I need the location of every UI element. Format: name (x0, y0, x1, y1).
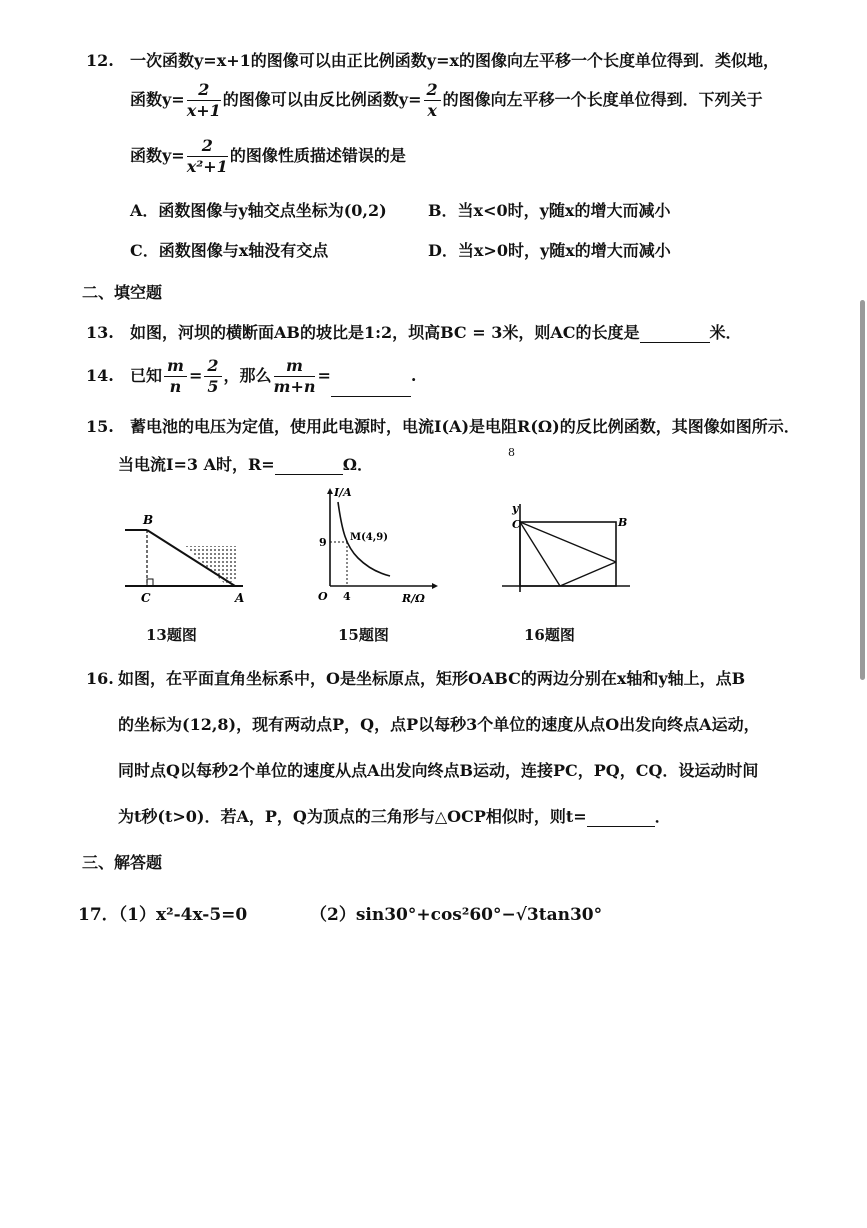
y-axis-label: I/A (334, 486, 352, 499)
fraction: $\frac{2}{5}$ (204, 356, 221, 397)
figure-13-dam (125, 508, 255, 608)
fraction: $\frac{2}{x}$ (424, 80, 441, 121)
q12-line1: 12. 一次函数y=x+1的图像可以由正比例函数y=x的图像向左平移一个长度单位得到．类似地， (86, 51, 780, 70)
q17: 17．（1）x²-4x-5=0 (78, 905, 248, 925)
caption-15: 15题图 (338, 626, 389, 644)
answer-blank (587, 807, 655, 827)
answer-blank (640, 323, 710, 343)
q16-line4: 为t秒(t>0)．若A，P，Q为顶点的三角形与△OCP相似时，则t= ． (118, 807, 671, 826)
answer-blank (275, 455, 343, 475)
x-axis-label: R/Ω (402, 592, 425, 605)
caption-16: 16题图 (524, 626, 575, 644)
fraction: $\frac{m}{n}$ (164, 356, 187, 397)
fraction: $\frac{2}{\text{x²+1}}$ (186, 136, 228, 176)
fraction: $\frac{2}{x+1}$ (186, 80, 221, 120)
q16-line3: 同时点Q以每秒2个单位的速度从点A出发向终点B运动，连接PC，PQ，CQ．设运动时间 (118, 761, 759, 780)
tick-y-9: 9 (319, 536, 327, 549)
caption-13: 13题图 (146, 626, 197, 644)
water-region (185, 546, 237, 584)
label-c: C (141, 591, 151, 605)
q12-line3: 函数y= $\frac{2}{\text{x²+1}}$ 的图像性质描述错误的是 (130, 136, 406, 176)
q12-option-d: D．当x>0时，y随x的增大而减小 (428, 241, 671, 260)
figure-16-rectangle (502, 500, 632, 595)
rectangle-oabc (520, 522, 616, 586)
q12-option-c: C．函数图像与x轴没有交点 (130, 241, 329, 260)
label-b: B (618, 516, 628, 529)
label-c: C (512, 518, 521, 531)
q16-line1: 16. 如图，在平面直角坐标系中，O是坐标原点，矩形OABC的两边分别在x轴和y轴上，点B (86, 669, 746, 688)
q13: 13. 如图，河坝的横断面AB的坡比是1:2，坝高BC = 3米，则AC的长度是 米． (86, 323, 742, 342)
vertical-scrollbar[interactable] (860, 300, 865, 680)
q17-part2: （2）sin30°+cos²60°−√3tan30° (310, 905, 603, 925)
q17-part1: （1）x²-4x-5=0 (118, 905, 248, 925)
answer-blank (331, 377, 411, 397)
q12-option-b: B．当x<0时，y随x的增大而减小 (428, 201, 671, 220)
q12-option-a: A．函数图像与y轴交点坐标为(0,2) (130, 201, 387, 220)
figure-15-graph (310, 486, 440, 606)
fraction: $\frac{m}{m+n}$ (273, 356, 316, 396)
point-m-label: M(4,9) (350, 532, 388, 543)
label-b: B (143, 513, 154, 527)
section-answer-title: 三、解答题 (82, 853, 163, 872)
stray-mark: 8 (508, 446, 515, 459)
q12-line2: 函数y= $\frac{2}{x+1}$ 的图像可以由反比例函数y= $\frac{2}{x}$ 的图像向左平移一个长度单位得到．下列关于 (130, 80, 763, 120)
q15-line2: 当电流I=3 A时，R= Ω． (118, 455, 373, 474)
origin-label: O (318, 590, 328, 603)
label-a: A (235, 591, 245, 605)
q14: 14. 已知 $\frac{m}{n}$ = $\frac{2}{5}$ ，那么 $\frac{m}{m+n}$ = . (86, 356, 417, 396)
label-y: y (512, 502, 519, 515)
q15-line1: 15. 蓄电池的电压为定值，使用此电源时，电流I(A)是电阻R(Ω)的反比例函数，其图像如图所示． (86, 417, 800, 436)
tick-x-4: 4 (343, 590, 351, 603)
section-fill-blank-title: 二、填空题 (82, 283, 163, 302)
q16-line2: 的坐标为(12,8)，现有两动点P，Q，点P以每秒3个单位的速度从点O出发向终点A运动， (118, 715, 760, 734)
